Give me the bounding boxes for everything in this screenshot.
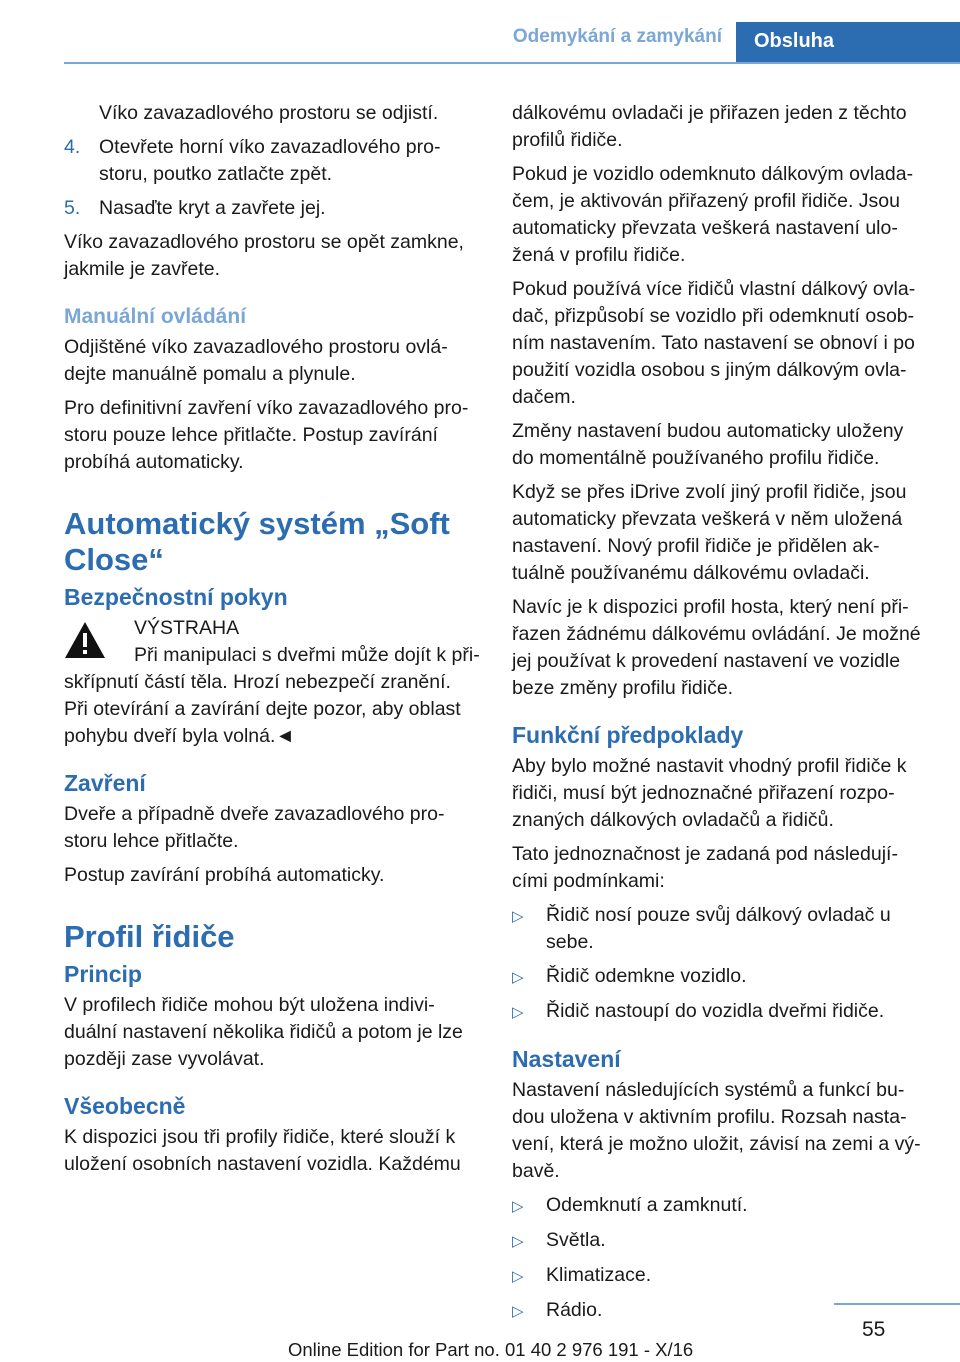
list-item-text: Odemknutí a zamknutí. [546, 1194, 748, 1216]
paragraph: Když se přes iDrive zvolí jiný profil řidiče, jsou automaticky převzata veškerá v něm uložená nastavení. Nový profil řidiče je přidělen aktuálně používanému dálkovému ovladači. [512, 481, 907, 584]
warning-text: Při manipulaci s dveřmi může dojít k přiskřípnutí částí těla. Hrozí nebezpečí zranění. Při otevírání a zavírání dejte pozor, aby oblast pohybu dveří byla volná.◄ [64, 644, 480, 747]
paragraph: Změny nastavení budou automaticky uloženy do momentálně používaného profilu řidiče. [512, 420, 904, 469]
soft-close-heading: Automatický systém „Soft Close“ [64, 506, 450, 577]
triangle-right-icon: ▷ [512, 1268, 524, 1285]
paragraph: Víko zavazadlového prostoru se opět zamkne, jakmile je zavřete. [64, 231, 464, 280]
step-text: Nasaďte kryt a zavřete jej. [99, 197, 326, 219]
triangle-right-icon: ▷ [512, 1004, 524, 1021]
continued-step-text: Víko zavazadlového prostoru se odjistí. [99, 102, 439, 124]
principle-heading: Princip [64, 961, 142, 987]
header-section-title: Odemykání a zamykání [512, 26, 722, 47]
paragraph: Aby bylo možné nastavit vhodný profil řidiče k řidiči, musí být jednoznačné přiřazení rozpoznaných dálkových ovladačů a řidičů. [512, 755, 907, 831]
step-text: Otevřete horní víko zavazadlového prostoru, poutko zatlačte zpět. [99, 136, 441, 185]
footer-edition-text: Online Edition for Part no. 01 40 2 976 191 - X/16 [288, 1339, 694, 1360]
page-number: 55 [862, 1318, 886, 1341]
prerequisites-heading: Funkční předpoklady [512, 722, 744, 748]
right-column [512, 100, 924, 1332]
list-item-text: Řidič nosí pouze svůj dálkový ovladač u sebe. [546, 904, 891, 953]
warning-label: VÝSTRAHA [134, 617, 240, 639]
list-item [512, 998, 924, 1026]
header-chapter-tab: Obsluha [736, 22, 960, 62]
step-number: 5. [64, 197, 81, 219]
list-item-text: Klimatizace. [546, 1264, 652, 1286]
settings-heading: Nastavení [512, 1046, 621, 1072]
paragraph: Dveře a případně dveře zavazadlového prostoru lehce přitlačte. [64, 803, 445, 852]
list-item [512, 902, 924, 956]
list-item [512, 1262, 924, 1290]
left-column [64, 100, 480, 1185]
driver-profile-heading: Profil řidiče [64, 919, 235, 954]
triangle-right-icon: ▷ [512, 969, 524, 986]
triangle-right-icon: ▷ [512, 1303, 524, 1320]
paragraph: Navíc je k dispozici profil hosta, který není přiřazen žádnému dálkovému ovládání. Je možné jej používat k provedení nastavení ve vozidle beze změny profilu řidiče. [512, 596, 921, 699]
paragraph: V profilech řidiče mohou být uložena individuální nastavení několika řidičů a potom je lze později zase vyvolávat. [64, 994, 463, 1070]
list-item [512, 1192, 924, 1220]
footer-divider [834, 1303, 960, 1305]
paragraph: dálkovému ovladači je přiřazen jeden z těchto profilů řidiče. [512, 102, 907, 151]
manual-operation-heading: Manuální ovládání [64, 305, 247, 328]
list-item-text: Světla. [546, 1229, 606, 1251]
paragraph: Pokud je vozidlo odemknuto dálkovým ovladačem, je aktivován přiřazený profil řidiče. Jsou automaticky převzata veškerá nastavení uložená v profilu řidiče. [512, 163, 914, 266]
step-item [64, 195, 480, 222]
paragraph: Pro definitivní zavření víko zavazadlového prostoru pouze lehce přitlačte. Postup zavírání probíhá automaticky. [64, 397, 469, 473]
triangle-right-icon: ▷ [512, 1198, 524, 1215]
step-item [64, 134, 480, 188]
list-item [512, 1227, 924, 1255]
page-header [0, 0, 960, 62]
step-number: 4. [64, 136, 81, 158]
list-item-text: Rádio. [546, 1299, 603, 1321]
list-item [512, 963, 924, 991]
closing-heading: Zavření [64, 770, 146, 796]
paragraph: Pokud používá více řidičů vlastní dálkový ovladač, přizpůsobí se vozidlo při odemknutí osobním nastavením. Tato nastavení se obnoví i po použití vozidla osobou s jiným dálkovým ovladačem. [512, 278, 916, 408]
list-item-text: Řidič nastoupí do vozidla dveřmi řidiče. [546, 1000, 885, 1022]
paragraph: Postup zavírání probíhá automaticky. [64, 864, 385, 886]
warning-block [64, 615, 480, 750]
triangle-right-icon: ▷ [512, 908, 524, 925]
safety-note-heading: Bezpečnostní pokyn [64, 584, 288, 610]
paragraph: Tato jednoznačnost je zadaná pod následujícími podmínkami: [512, 843, 898, 892]
general-heading: Všeobecně [64, 1093, 186, 1119]
paragraph: Nastavení následujících systémů a funkcí budou uložena v aktivním profilu. Rozsah nastavení, která je možno uložit, závisí na zemi a výbavě. [512, 1079, 921, 1182]
header-divider [64, 62, 960, 64]
paragraph: Odjištěné víko zavazadlového prostoru ovládejte manuálně pomalu a plynule. [64, 336, 448, 385]
triangle-right-icon: ▷ [512, 1233, 524, 1250]
paragraph: K dispozici jsou tři profily řidiče, které slouží k uložení osobních nastavení vozidla. Každému [64, 1126, 461, 1175]
warning-triangle-icon [64, 621, 106, 659]
list-item-text: Řidič odemkne vozidlo. [546, 965, 747, 987]
